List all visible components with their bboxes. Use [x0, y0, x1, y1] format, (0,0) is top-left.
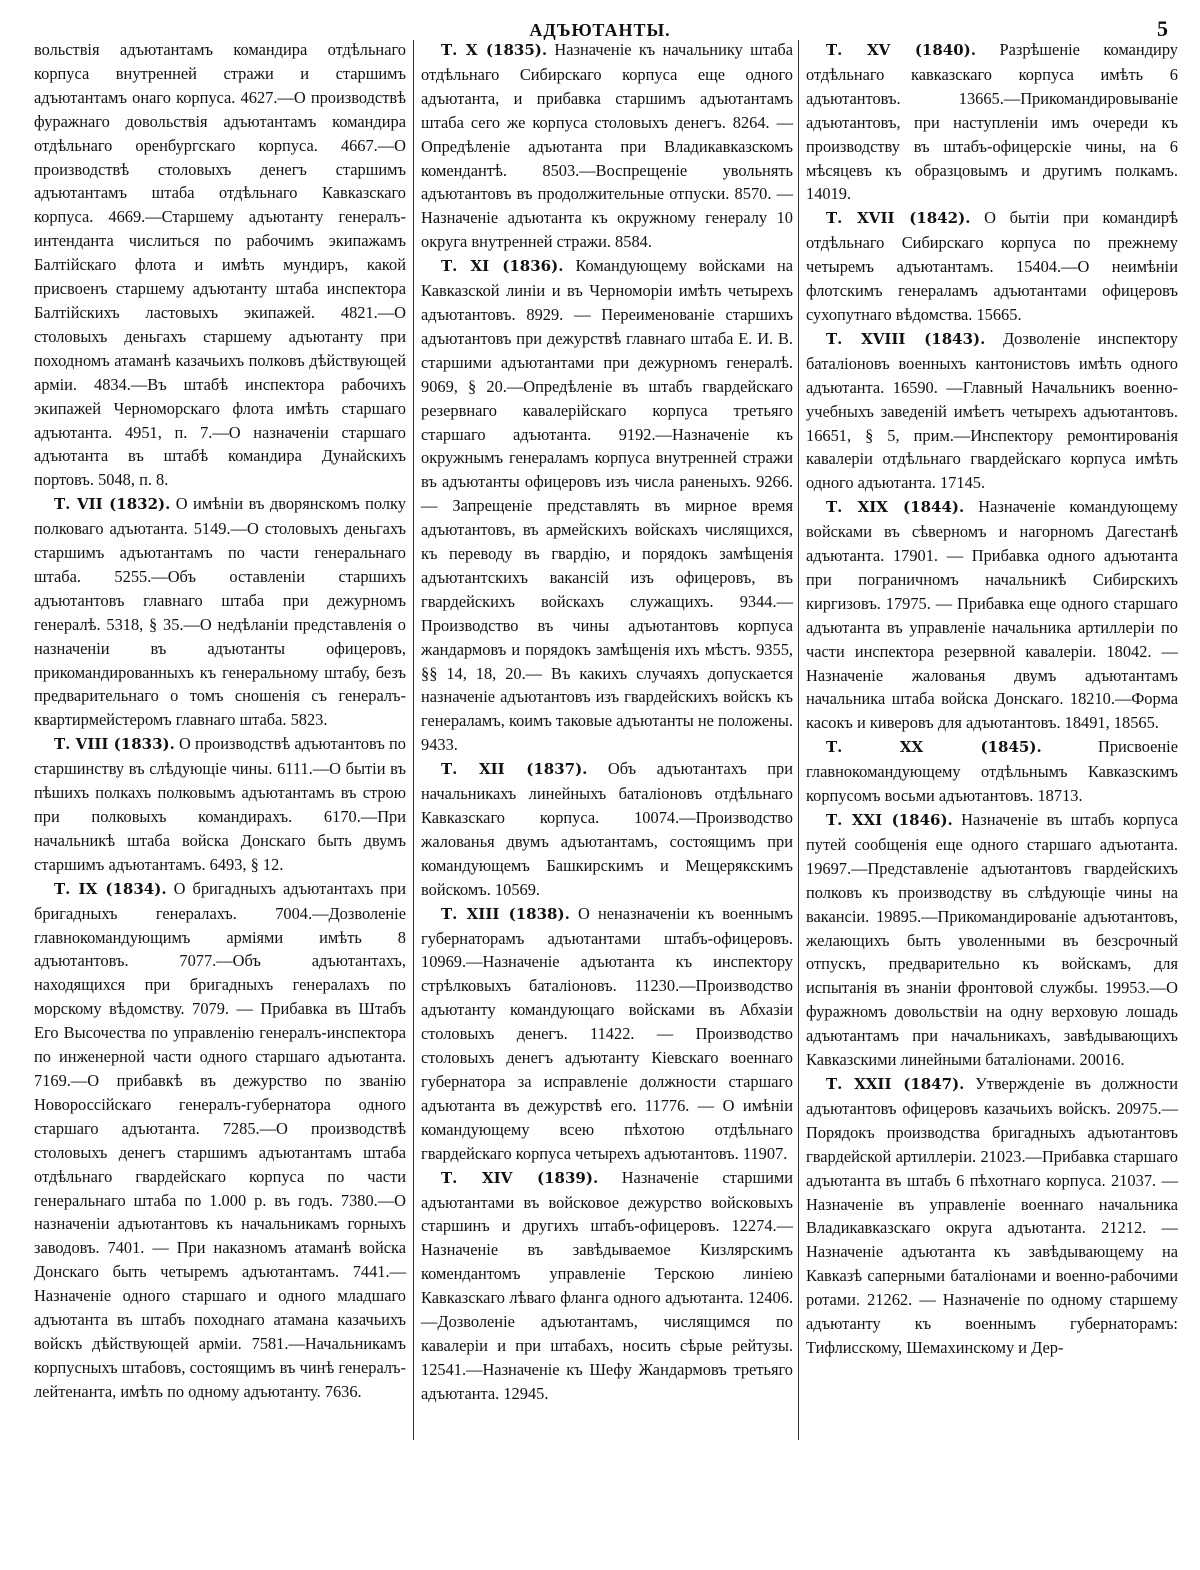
- entry-text: Утвержденіе въ должности адъютантовъ офицеровъ казачьихъ войскъ. 20975.—Порядокъ производства бригадныхъ адъютантовъ гвардейской артиллеріи. 21023.—Прибавка старшаго адъютанта въ штабъ 6 пѣхотнаго корпуса. 21037. — Назначеніе въ управленіе военнаго начальника Владикавказскаго округа адъютанта. 21212. — Назначеніе адъютанта къ завѣдывающему на Кавказѣ саперными баталіонами и военно-рабочими ротами. 21262. — Назначеніе по одному старшему адъютанту къ военнымъ губернаторамъ: Тифлисскому, Шемахинскому и Дер-: [806, 1073, 1178, 1357]
- entry-text: О имѣніи въ дворянскомъ полку полковаго адъютанта. 5149.—О столовыхъ деньгахъ старшимъ адъютантамъ по части генеральнаго штаба. 5255.—Объ оставленіи старшихъ адъютантовъ главнаго штаба при дежурномъ генералѣ. 5318, § 35.—О недѣланіи представленія о назначеніи въ адъютанты офицеровъ, прикомандированныхъ къ генеральному штабу, безъ предварительнаго о томъ сношенія съ генералъ-квартирмейстеромъ главнаго штаба. 5823.: [34, 494, 406, 730]
- volume-heading: Т. XI (1836).: [441, 257, 564, 276]
- page-number: 5: [1157, 16, 1168, 41]
- entry-text: Командующему войсками на Кавказской линіи и въ Черноморіи имѣть четырехъ адъютантовъ. 8929. — Переименованіе старшихъ адъютантовъ при дежурствѣ главнаго штаба Е. И. В. старшими адъютантами при дежурномъ генералѣ. 9069, § 20.—Опредѣленіе въ штабъ гвардейскаго резервнаго кавалерійскаго корпуса третьяго старшаго адъютанта. 9192.—Назначеніе къ окружнымъ генераламъ корпуса внутренней стражи въ адъютанты офицеровъ изъ числа раненыхъ. 9266. — Запрещеніе представлять въ мирное время адъютантовъ, въ армейскихъ войскахъ числящихся, къ переводу въ гвардію, и порядокъ замѣщенія адъютантскихъ вакансій изъ офицеровъ, въ гвардейскихъ войскахъ служащихъ. 9344.—Производство въ чины адъютантовъ корпуса жандармовъ и порядокъ замѣщенія ихъ мѣстъ. 9355, §§ 14, 18, 20.— Въ какихъ случаяхъ допускается назначеніе адъютантовъ изъ гвардейскихъ войскъ къ генераламъ, коимъ таковые адъютанты не положены. 9433.: [421, 256, 794, 755]
- column-3: [806, 38, 1178, 1360]
- entry-paragraph: [806, 327, 1178, 495]
- column-divider: [413, 40, 414, 1440]
- entry-text: О неназначеніи къ военнымъ губернаторамъ адъютантами штабъ-офицеровъ. 10969.—Назначеніе адъютанта къ инспектору стрѣлковыхъ баталіоновъ. 11230.—Производство адъютанту командующаго войсками въ Абхазіи столовыхъ денегъ. 11422. — Производство столовыхъ денегъ адъютанту Кіевскаго военнаго губернатора за исправленіе должности старшаго адъютанта въ дежурствѣ его. 11776. — О имѣніи командующему всею пѣхотою отдѣльнаго гвардейскаго корпуса четырехъ адъютантовъ. 11907.: [421, 903, 794, 1163]
- entry-text: О производствѣ адъютантовъ по старшинству въ слѣдующіе чины. 6111.—О бытіи въ пѣшихъ полкахъ полковымъ адъютантамъ въ строю при полковыхъ командирахъ. 6170.—При начальникѣ штаба войска Донскаго быть двумъ старшимъ адъютантамъ. 6493, § 12.: [34, 734, 407, 874]
- volume-heading: Т. XIV (1839).: [441, 1168, 599, 1187]
- entry-paragraph: [806, 495, 1178, 735]
- entry-paragraph: [34, 492, 406, 732]
- entry-paragraph: [421, 254, 793, 757]
- entry-paragraph: [421, 757, 793, 901]
- entry-paragraph: [34, 877, 406, 1404]
- entry-text: О бытіи при командирѣ отдѣльнаго Сибирскаго корпуса по прежнему четыремъ адъютантамъ. 15404.—О неимѣніи флотскимъ генераламъ адъютантами офицеровъ сухопутнаго вѣдомства. 15665.: [806, 208, 1178, 324]
- entry-text: Дозволеніе инспектору баталіоновъ военныхъ кантонистовъ имѣть одного адъютанта. 16590. —Главный Начальникъ военно-учебныхъ заведеній имѣетъ четырехъ адъютантовъ. 16651, § 5, прим.—Инспектору ремонтированія кавалеріи отдѣльнаго гвардейскаго корпуса имѣть одного адъютанта. 17145.: [806, 328, 1178, 493]
- volume-heading: Т. VIII (1833).: [54, 735, 175, 754]
- entry-paragraph: [421, 1166, 793, 1406]
- entry-text: вольствія адъютантамъ командира отдѣльнаго корпуса внутренней стражи и старшимъ адъютантамъ онаго корпуса. 4627.—О производствѣ фуражнаго довольствія адъютантамъ командира отдѣльнаго оренбургскаго корпуса. 4667.—О производствѣ столовыхъ денегъ старшимъ адъютантамъ штаба отдѣльнаго Кавказскаго корпуса. 4669.—Старшему адъютанту генералъ-интенданта числиться по рабочимъ экипажамъ Балтійскаго флота и имѣть мундиръ, какой присвоенъ старшему адъютанту штаба инспектора Балтійскихъ ластовыхъ экипажей. 4821.—О столовыхъ деньгахъ старшему адъютанту при походномъ атаманѣ казачьихъ полковъ дѣйствующей арміи. 4834.—Въ штабѣ инспектора рабочихъ экипажей Черноморскаго флота имѣть старшаго адъютанта. 4951, п. 7.—О назначеніи старшаго адъютанта въ штабѣ командира Дунайскихъ портовъ. 5048, п. 8.: [34, 40, 406, 490]
- entry-paragraph: [806, 808, 1178, 1072]
- volume-heading: Т. XVIII (1843).: [826, 329, 986, 348]
- volume-heading: Т. XXI (1846).: [826, 811, 953, 829]
- entry-text: Присвоеніе главнокомандующему отдѣльнымъ Кавказскимъ корпусомъ восьми адъютантовъ. 18713.: [806, 737, 1178, 806]
- column-1: [34, 38, 406, 1404]
- entry-paragraph: [806, 735, 1178, 808]
- running-title: АДЪЮТАНТЫ.: [529, 20, 671, 40]
- volume-heading: Т. XXII (1847).: [826, 1074, 965, 1093]
- entry-text: Назначеніе въ штабъ корпуса путей сообщенія еще одного старшаго адъютанта. 19697.—Представленіе адъютантовъ гвардейскихъ полковъ къ производству въ слѣдующіе чины на вакансіи. 19895.—Прикомандированіе адъютантовъ, желающихъ быть уволенными въ безсрочный отпускъ, предварительно къ войскамъ, для испытанія въ знаніи фронтовой службы. 19953.—О фуражномъ довольствіи на одну верховую лошадь адъютантамъ при начальникахъ, завѣдывающихъ Кавказскими линейными баталіонами. 20016.: [806, 810, 1178, 1070]
- entry-paragraph: [34, 38, 406, 492]
- volume-heading: Т. XIX (1844).: [826, 498, 965, 517]
- entry-paragraph: [806, 206, 1178, 327]
- entry-text: Разрѣшеніе командиру отдѣльнаго кавказскаго корпуса имѣть 6 адъютантовъ. 13665.—Прикомандировываніе адъютантовъ, при наступленіи имъ очереди къ производству въ штабъ-офицерскіе чины, на 6 мѣсяцевъ къ образцовымъ и другимъ полкамъ. 14019.: [806, 40, 1178, 204]
- volume-heading: Т. XV (1840).: [826, 41, 976, 59]
- entry-paragraph: [421, 38, 793, 254]
- entry-text: Назначеніе старшими адъютантами въ войсковое дежурство войсковыхъ старшинъ и другихъ штабъ-офицеровъ. 12274.—Назначеніе въ завѣдываемое Кизлярскимъ комендантомъ управленіе Терскою линіею Кавказскаго лѣваго фланга одного адъютанта. 12406.—Дозволеніе адъютантамъ, числящимся по кавалеріи и при штабахъ, носить сѣрые рейтузы. 12541.—Назначеніе къ Шефу Жандармовъ третьяго адъютанта. 12945.: [421, 1167, 793, 1403]
- volume-heading: Т. XIII (1838).: [441, 904, 570, 923]
- volume-heading: Т. IX (1834).: [54, 879, 167, 898]
- entry-paragraph: [34, 732, 406, 876]
- volume-heading: Т. XX (1845).: [826, 738, 1042, 757]
- entry-paragraph: [806, 1072, 1178, 1360]
- column-divider: [798, 40, 799, 1440]
- volume-heading: Т. XII (1837).: [441, 760, 588, 779]
- volume-heading: Т. VII (1832).: [54, 495, 171, 514]
- entry-paragraph: [421, 902, 793, 1166]
- entry-text: Назначеніе къ начальнику штаба отдѣльнаго Сибирскаго корпуса еще одного адъютанта, и прибавка старшимъ адъютантамъ штаба сего же корпуса столовыхъ денегъ. 8264. — Опредѣленіе адъютанта при Владикавказскомъ комендантѣ. 8503.—Воспрещеніе увольнять адъютантовъ въ продолжительные отпуски. 8570. — Назначеніе адъютанта къ окружному генералу 10 округа внутренней стражи. 8584.: [421, 40, 793, 252]
- volume-heading: Т. XVII (1842).: [826, 209, 971, 228]
- volume-heading: Т. X (1835).: [441, 41, 548, 59]
- entry-paragraph: [806, 38, 1178, 206]
- entry-text: О бригадныхъ адъютантахъ при бригадныхъ генералахъ. 7004.—Дозволеніе главнокомандующимъ арміями имѣть 8 адъютантовъ. 7077.—Объ адъютантахъ, находящихся при бригадныхъ генералахъ по морскому вѣдомству. 7079. — Прибавка въ Штабъ Его Высочества по управленію генералъ-инспектора по инженерной части одного старшаго адъютанта. 7169.—О прибавкѣ въ дежурство по званію Новороссійскаго генералъ-губернатора одного старшаго адъютанта. 7285.—О производствѣ столовыхъ денегъ старшимъ адъютантамъ штаба отдѣльнаго гвардейскаго корпуса по части генеральнаго штаба по 1.000 р. въ годъ. 7380.—О назначеніи адъютантовъ къ начальникамъ горныхъ заводовъ. 7401. — При наказномъ атаманѣ войска Донскаго быть четыремъ адъютантамъ. 7441.—Назначеніе одного старшаго и одного младшаго адъютанта въ штабъ походнаго атамана казачьихъ войскъ дѣйствующей арміи. 7581.—Начальникамъ корпусныхъ штабовъ, состоящимъ въ чинѣ генералъ-лейтенанта, имѣть по одному адъютанту. 7636.: [34, 878, 406, 1401]
- entry-text: Объ адъютантахъ при начальникахъ линейныхъ баталіоновъ отдѣльнаго Кавказскаго корпуса. 10074.—Производство жалованья двумъ адъютантамъ, состоящимъ при командующемъ Башкирскимъ и Мещерякскимъ войскомъ. 10569.: [421, 759, 793, 899]
- column-2: [421, 38, 793, 1406]
- entry-text: Назначеніе командующему войсками въ сѣверномъ и нагорномъ Дагестанѣ адъютанта. 17901. — Прибавка одного адъютанта при пограничномъ начальникѣ Сибирскихъ киргизовъ. 17975. — Прибавка еще одного старшаго адъютанта въ управленіе начальника артиллеріи по части инспектора резервной кавалеріи. 18042. — Назначеніе жалованья двумъ адъютантамъ начальника штаба войска Донскаго. 18210.—Форма касокъ и киверовъ для адъютантовъ. 18491, 18565.: [806, 497, 1178, 733]
